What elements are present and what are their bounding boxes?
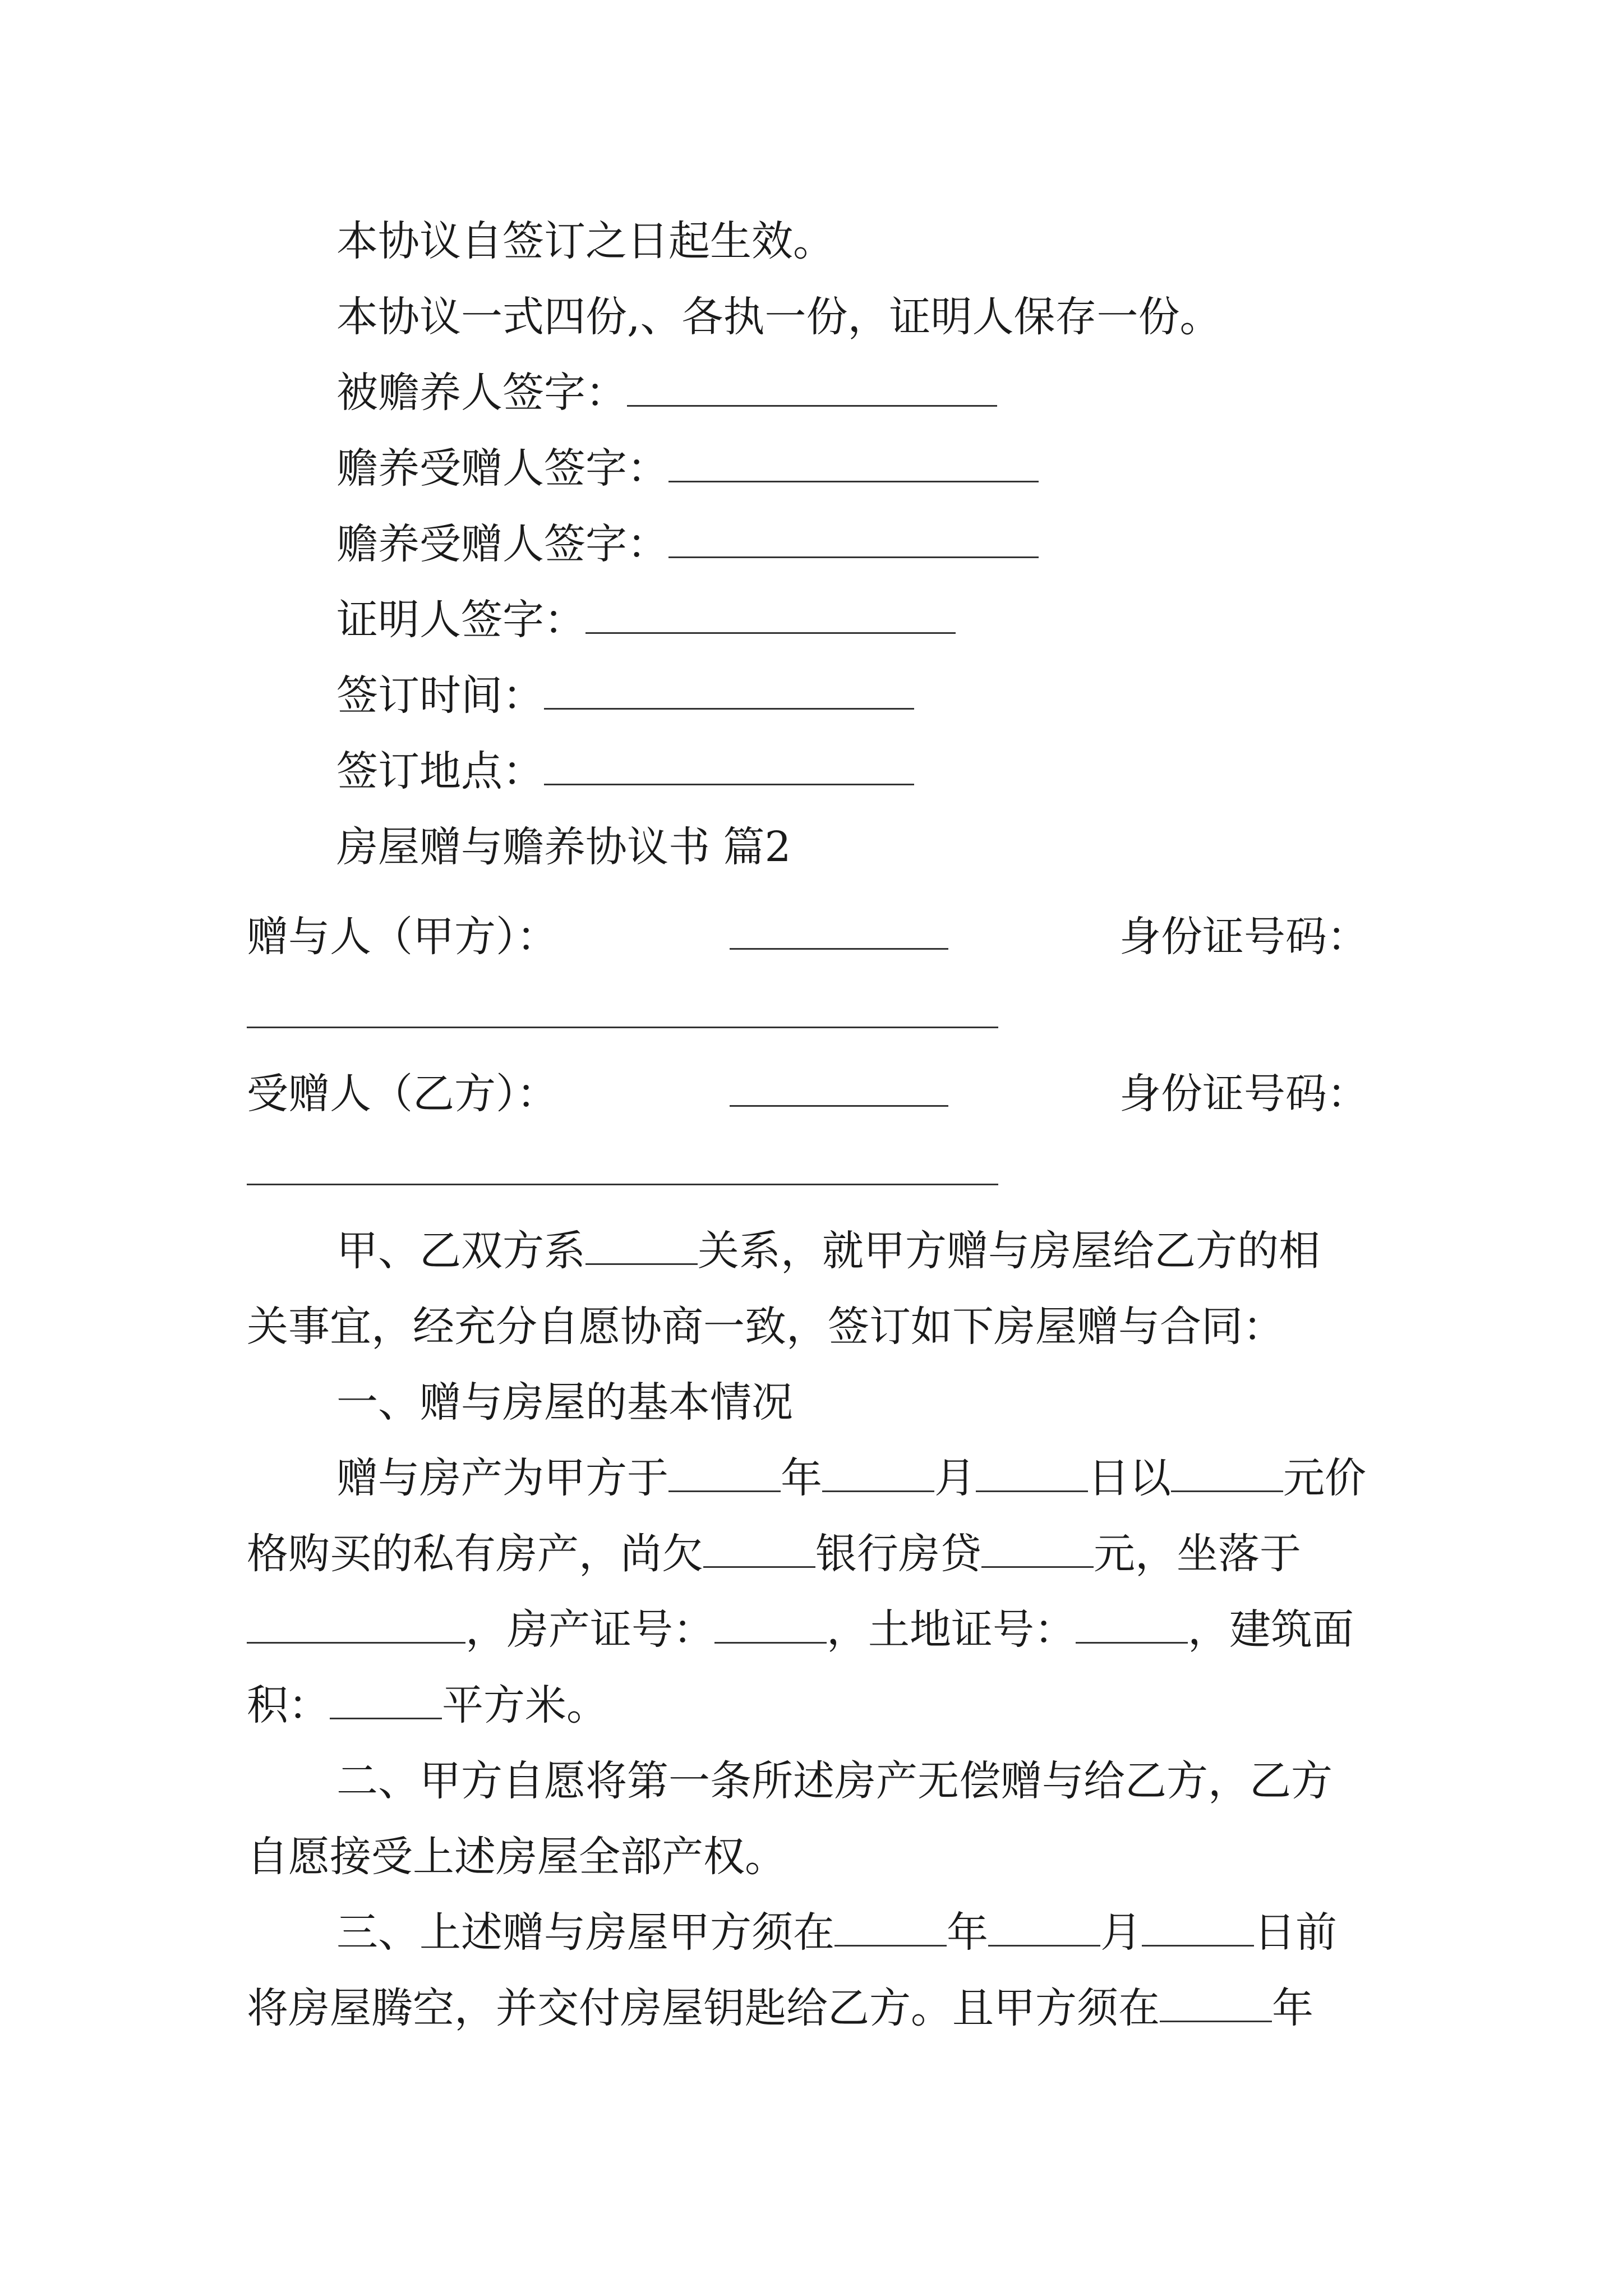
paragraph-text: 将房屋腾空，并交付房屋钥匙给乙方。且甲方须在: [247, 1984, 1160, 2032]
day-blank: [976, 1451, 1088, 1492]
paragraph-line: [247, 1677, 608, 1733]
relationship-blank: [585, 1224, 698, 1265]
paragraph-text: 甲、乙双方系: [336, 1227, 585, 1275]
area-blank: [330, 1678, 442, 1719]
paragraph-line: 自愿接受上述房屋全部产权。: [247, 1833, 786, 1881]
month-blank: [822, 1451, 934, 1492]
paragraph-line: [336, 1223, 1320, 1279]
donee-name-blank: [730, 1066, 948, 1107]
signature-blank: [627, 366, 997, 407]
signature-line: [336, 516, 1039, 572]
signature-label: 签订时间：: [336, 671, 544, 720]
paragraph-text: 元价: [1283, 1454, 1366, 1502]
paragraph-text: 日以: [1088, 1454, 1171, 1502]
price-blank: [1171, 1451, 1283, 1492]
signature-label: 赡养受赠人签字：: [336, 520, 668, 568]
paragraph-text: 年: [947, 1908, 988, 1957]
year-blank: [1160, 1981, 1272, 2022]
donor-label: 赠与人（甲方）：: [247, 913, 558, 961]
signature-blank: [668, 441, 1039, 482]
signature-blank: [544, 744, 914, 785]
id-number-label: 身份证号码：: [1119, 913, 1368, 961]
clause-heading: 一、赠与房屋的基本情况: [336, 1378, 793, 1427]
effective-clause: 本协议自签订之日起生效。: [336, 217, 834, 265]
donor-id-blank: [247, 1027, 998, 1028]
paragraph-text: 月: [934, 1454, 976, 1502]
signature-blank: [544, 669, 914, 710]
paragraph-text: 年: [781, 1454, 822, 1502]
signature-line: [336, 592, 956, 648]
paragraph-line: 二、甲方自愿将第一条所述房产无偿赠与给乙方，乙方: [336, 1757, 1332, 1805]
deed-number-blank: [714, 1603, 827, 1644]
donor-name-blank: [730, 909, 948, 950]
donee-label: 受赠人（乙方）：: [247, 1070, 558, 1118]
signature-line: [336, 668, 914, 724]
paragraph-text: ，建筑面: [1188, 1605, 1354, 1654]
paragraph-line: [336, 1450, 1366, 1506]
signature-label: 证明人签字：: [336, 596, 585, 644]
location-blank: [247, 1603, 465, 1644]
paragraph-line: [247, 1526, 1301, 1582]
paragraph-line: [247, 1602, 1354, 1658]
paragraph-text: 三、上述赠与房屋甲方须在: [336, 1908, 834, 1957]
donor-line: [247, 909, 1368, 965]
bank-blank: [703, 1527, 815, 1568]
signature-blank: [668, 517, 1039, 558]
paragraph-text: ，土地证号：: [827, 1605, 1076, 1654]
paragraph-line: [247, 1980, 1313, 2036]
signature-blank: [585, 593, 956, 634]
section-title: 房屋赠与赡养协议书 篇2: [336, 823, 791, 871]
day-blank: [1142, 1906, 1254, 1947]
signature-label: 赡养受赠人签字：: [336, 444, 668, 493]
paragraph-text: 元，坐落于: [1094, 1530, 1301, 1578]
donee-id-blank: [247, 1184, 998, 1185]
land-cert-blank: [1076, 1603, 1188, 1644]
copies-clause: 本协议一式四份,、各执一份，证明人保存一份。: [336, 293, 1221, 341]
paragraph-text: 年: [1272, 1984, 1313, 2032]
paragraph-text: ，房产证号：: [465, 1605, 714, 1654]
id-number-label: 身份证号码：: [1119, 1070, 1368, 1118]
paragraph-text: 格购买的私有房产，尚欠: [247, 1530, 703, 1578]
signature-label: 被赡养人签字：: [336, 369, 627, 417]
paragraph-text: 日前: [1254, 1908, 1337, 1957]
paragraph-text: 月: [1100, 1908, 1142, 1957]
paragraph-text: 银行房贷: [815, 1530, 981, 1578]
paragraph-text: 赠与房产为甲方于: [336, 1454, 668, 1502]
signature-line: [336, 365, 997, 421]
month-blank: [988, 1906, 1100, 1947]
year-blank: [834, 1906, 947, 1947]
paragraph-text: 积：: [247, 1681, 330, 1729]
paragraph-text: 平方米。: [442, 1681, 608, 1729]
year-blank: [668, 1451, 781, 1492]
paragraph-text: 关系，就甲方赠与房屋给乙方的相: [698, 1227, 1320, 1275]
signature-label: 签订地点：: [336, 747, 544, 795]
paragraph-line: [336, 1904, 1337, 1961]
paragraph-line: 关事宜，经充分自愿协商一致，签订如下房屋赠与合同：: [247, 1303, 1284, 1351]
signature-line: [336, 440, 1039, 496]
signature-line: [336, 743, 914, 799]
loan-amount-blank: [981, 1527, 1094, 1568]
donee-line: [247, 1066, 1368, 1122]
